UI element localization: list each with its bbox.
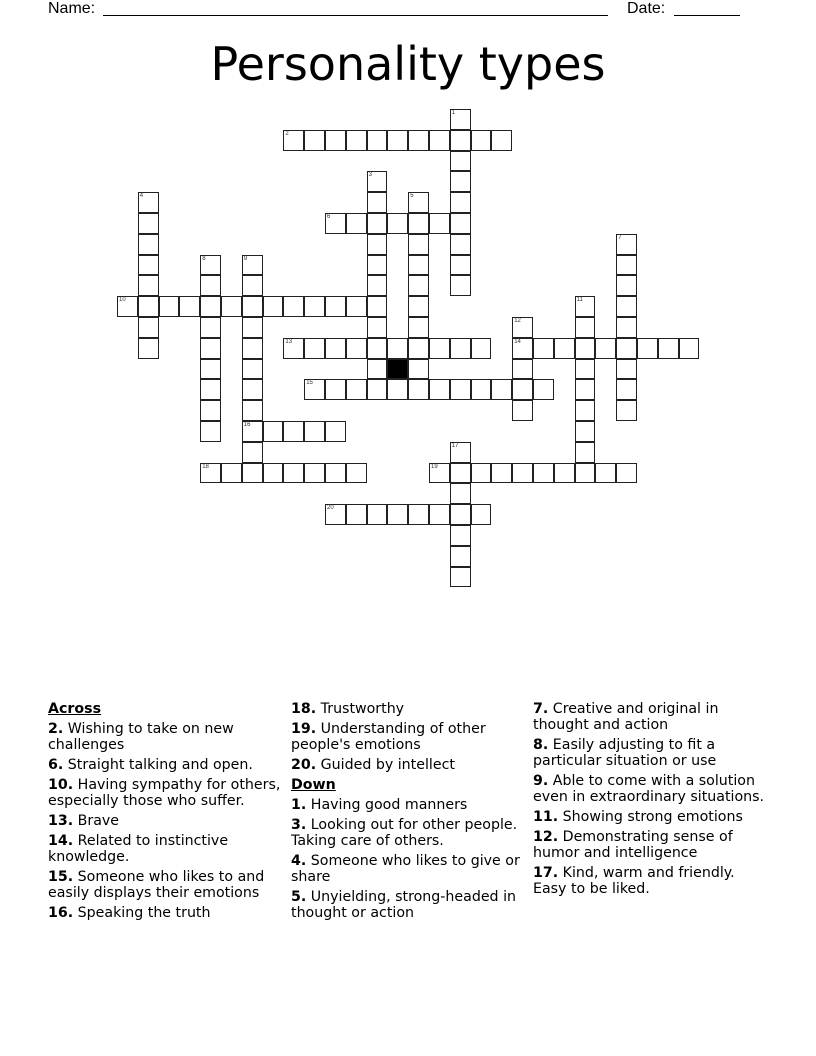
grid-cell[interactable] xyxy=(325,504,346,525)
grid-cell[interactable] xyxy=(429,504,450,525)
cell-number: 3 xyxy=(368,172,372,179)
clue-text: Speaking the truth xyxy=(77,905,211,921)
grid-cell[interactable] xyxy=(616,317,637,338)
clue-number: 15. xyxy=(48,869,74,885)
grid-cell[interactable] xyxy=(450,379,471,400)
grid-cell[interactable] xyxy=(242,463,263,484)
grid-cell[interactable] xyxy=(387,504,408,525)
clue-number: 18. xyxy=(291,701,317,717)
grid-cell[interactable] xyxy=(304,379,325,400)
clue-across-14 xyxy=(48,833,283,865)
crossword-grid xyxy=(117,109,717,609)
cell-number: 7 xyxy=(618,234,622,241)
grid-cell[interactable] xyxy=(367,171,388,192)
clue-number: 10. xyxy=(48,777,74,793)
grid-cell[interactable] xyxy=(450,234,471,255)
grid-cell[interactable] xyxy=(512,463,533,484)
grid-cell[interactable] xyxy=(346,296,367,317)
grid-cell[interactable] xyxy=(387,338,408,359)
clue-number: 19. xyxy=(291,721,317,737)
cell-number: 2 xyxy=(285,130,289,137)
clue-down-8 xyxy=(533,737,768,769)
grid-cell[interactable] xyxy=(450,567,471,588)
clue-text: Kind, warm and friendly. Easy to be liked. xyxy=(533,865,735,897)
grid-cell[interactable] xyxy=(367,379,388,400)
clue-down-3 xyxy=(291,817,526,849)
grid-cell[interactable] xyxy=(533,338,554,359)
clue-text: Able to come with a solution even in extraordinary situations. xyxy=(533,773,765,805)
grid-cell[interactable] xyxy=(429,379,450,400)
grid-cell[interactable] xyxy=(138,192,159,213)
grid-cell[interactable] xyxy=(200,317,221,338)
grid-cell[interactable] xyxy=(242,338,263,359)
clue-down-4 xyxy=(291,853,526,885)
grid-cell[interactable] xyxy=(325,130,346,151)
cell-number: 9 xyxy=(243,255,248,262)
grid-cell[interactable] xyxy=(200,359,221,380)
grid-cell[interactable] xyxy=(595,463,616,484)
grid-cell[interactable] xyxy=(138,255,159,276)
grid-cell[interactable] xyxy=(242,442,263,463)
clue-down-9 xyxy=(533,773,768,805)
cell-number: 13 xyxy=(285,338,293,345)
clue-number: 11. xyxy=(533,809,559,825)
grid-cell[interactable] xyxy=(450,255,471,276)
grid-cell[interactable] xyxy=(658,338,679,359)
grid-cell[interactable] xyxy=(346,504,367,525)
grid-cell[interactable] xyxy=(346,379,367,400)
cell-number: 6 xyxy=(327,214,331,220)
grid-cell[interactable] xyxy=(283,296,304,317)
grid-cell[interactable] xyxy=(450,171,471,192)
clue-number: 9. xyxy=(533,773,549,789)
clue-text: Easily adjusting to fit a particular situation or use xyxy=(533,737,717,769)
grid-cell[interactable] xyxy=(346,338,367,359)
grid-cell[interactable] xyxy=(575,421,596,442)
grid-cell[interactable] xyxy=(408,192,429,213)
grid-cell[interactable] xyxy=(242,317,263,338)
grid-cell[interactable] xyxy=(408,338,429,359)
grid-cell[interactable] xyxy=(471,463,492,484)
clue-text: Understanding of other people's emotions xyxy=(291,721,486,753)
grid-cell[interactable] xyxy=(367,192,388,213)
clue-number: 3. xyxy=(291,817,307,833)
cell-number: 20 xyxy=(327,505,334,512)
grid-cell[interactable] xyxy=(512,338,533,359)
grid-cell[interactable] xyxy=(575,317,596,338)
grid-cell[interactable] xyxy=(367,317,388,338)
clue-down-11 xyxy=(533,809,768,825)
clues-column-1 xyxy=(48,701,283,925)
clue-across-2 xyxy=(48,721,283,753)
grid-cell[interactable] xyxy=(512,359,533,380)
grid-cell[interactable] xyxy=(346,213,367,234)
grid-cell[interactable] xyxy=(616,296,637,317)
grid-cell[interactable] xyxy=(429,338,450,359)
grid-cell[interactable] xyxy=(616,463,637,484)
grid-cell[interactable] xyxy=(471,504,492,525)
clue-across-13 xyxy=(48,813,283,829)
clue-number: 1. xyxy=(291,797,307,813)
grid-cell[interactable] xyxy=(616,379,637,400)
grid-cell[interactable] xyxy=(304,421,325,442)
grid-cell[interactable] xyxy=(429,463,450,484)
grid-cell[interactable] xyxy=(367,275,388,296)
grid-cell[interactable] xyxy=(200,338,221,359)
clue-number: 16. xyxy=(48,905,74,921)
clue-number: 12. xyxy=(533,829,559,845)
across-heading: Across xyxy=(48,701,102,717)
clue-down-5 xyxy=(291,889,526,921)
grid-cell[interactable] xyxy=(242,275,263,296)
grid-cell[interactable] xyxy=(408,504,429,525)
clue-text: Trustworthy xyxy=(320,701,405,717)
name-label: Name: xyxy=(48,0,96,17)
grid-cell[interactable] xyxy=(408,213,429,234)
grid-cell[interactable] xyxy=(512,400,533,421)
grid-cell[interactable] xyxy=(200,255,221,276)
grid-cell[interactable] xyxy=(325,463,346,484)
date-label: Date: xyxy=(627,0,666,17)
grid-cell[interactable] xyxy=(283,421,304,442)
grid-cell[interactable] xyxy=(387,213,408,234)
grid-cell[interactable] xyxy=(575,400,596,421)
grid-cell[interactable] xyxy=(242,379,263,400)
grid-cell[interactable] xyxy=(554,463,575,484)
clue-across-15 xyxy=(48,869,283,901)
grid-cell[interactable] xyxy=(242,255,263,276)
grid-cell[interactable] xyxy=(595,338,616,359)
grid-cell[interactable] xyxy=(325,296,346,317)
grid-cell[interactable] xyxy=(450,504,471,525)
grid-cell[interactable] xyxy=(200,400,221,421)
clue-text: Demonstrating sense of humor and intelligence xyxy=(533,829,733,861)
clue-text: Related to instinctive knowledge. xyxy=(48,833,229,865)
clue-text: Having sympathy for others, especially those who suffer. xyxy=(48,777,281,809)
clue-number: 2. xyxy=(48,721,64,737)
grid-cell[interactable] xyxy=(575,338,596,359)
grid-cell[interactable] xyxy=(325,338,346,359)
grid-cell[interactable] xyxy=(575,359,596,380)
clue-across-18 xyxy=(291,701,526,717)
grid-cell[interactable] xyxy=(387,379,408,400)
clue-text: Looking out for other people. Taking care of others. xyxy=(291,817,518,849)
cell-number: 11 xyxy=(576,297,583,304)
clue-text: Someone who likes to give or share xyxy=(291,853,520,885)
grid-cell[interactable] xyxy=(367,504,388,525)
clue-text: Brave xyxy=(77,813,120,829)
grid-cell[interactable] xyxy=(450,151,471,172)
clue-across-16 xyxy=(48,905,283,921)
cell-number: 14 xyxy=(514,338,521,345)
grid-cell[interactable] xyxy=(138,338,159,359)
grid-cell[interactable] xyxy=(367,359,388,380)
grid-cell[interactable] xyxy=(200,275,221,296)
grid-cell[interactable] xyxy=(471,130,492,151)
clue-text: Guided by intellect xyxy=(320,757,455,773)
grid-cell[interactable] xyxy=(367,234,388,255)
grid-cell[interactable] xyxy=(554,338,575,359)
grid-cell[interactable] xyxy=(138,275,159,296)
grid-cell[interactable] xyxy=(346,130,367,151)
grid-cell[interactable] xyxy=(283,338,304,359)
clue-number: 17. xyxy=(533,865,559,881)
clues-column-3 xyxy=(533,701,768,901)
grid-cell[interactable] xyxy=(450,213,471,234)
grid-cell[interactable] xyxy=(387,130,408,151)
grid-cell[interactable] xyxy=(200,463,221,484)
grid-cell[interactable] xyxy=(283,130,304,151)
cell-number: 1 xyxy=(451,110,456,116)
page-title: Personality types xyxy=(210,37,606,91)
grid-cell[interactable] xyxy=(450,525,471,546)
grid-cell[interactable] xyxy=(450,546,471,567)
cell-number: 10 xyxy=(119,297,126,304)
grid-cell[interactable] xyxy=(200,421,221,442)
grid-cell[interactable] xyxy=(429,130,450,151)
clue-down-12 xyxy=(533,829,768,861)
grid-cell[interactable] xyxy=(138,213,159,234)
grid-cell[interactable] xyxy=(491,379,512,400)
grid-cell[interactable] xyxy=(491,130,512,151)
grid-cell[interactable] xyxy=(200,296,221,317)
clue-number: 8. xyxy=(533,737,549,753)
grid-cell[interactable] xyxy=(408,275,429,296)
grid-cell[interactable] xyxy=(325,379,346,400)
clue-text: Creative and original in thought and action xyxy=(533,701,719,733)
grid-cell[interactable] xyxy=(533,463,554,484)
grid-cell[interactable] xyxy=(242,421,263,442)
clue-number: 6. xyxy=(48,757,64,773)
cell-number: 19 xyxy=(431,463,438,470)
grid-cell[interactable] xyxy=(408,296,429,317)
grid-cell[interactable] xyxy=(408,234,429,255)
clue-number: 14. xyxy=(48,833,74,849)
grid-cell[interactable] xyxy=(325,421,346,442)
clue-text: Unyielding, strong-headed in thought or action xyxy=(291,889,517,921)
cell-number: 12 xyxy=(514,318,521,324)
grid-cell[interactable] xyxy=(450,130,471,151)
clue-text: Wishing to take on new challenges xyxy=(48,721,234,753)
grid-cell[interactable] xyxy=(159,296,180,317)
down-heading: Down xyxy=(291,777,336,793)
grid-cell[interactable] xyxy=(575,442,596,463)
grid-cell[interactable] xyxy=(367,213,388,234)
cell-number: 8 xyxy=(202,255,206,262)
grid-cell[interactable] xyxy=(429,213,450,234)
grid-cell[interactable] xyxy=(242,359,263,380)
grid-cell[interactable] xyxy=(533,379,554,400)
clue-down-7 xyxy=(533,701,768,733)
grid-cell[interactable] xyxy=(450,275,471,296)
grid-cell[interactable] xyxy=(616,400,637,421)
grid-cell[interactable] xyxy=(221,463,242,484)
grid-cell[interactable] xyxy=(450,483,471,504)
cell-number: 17 xyxy=(451,442,459,449)
grid-cell[interactable] xyxy=(179,296,200,317)
date-input-line[interactable] xyxy=(674,15,740,16)
grid-cell[interactable] xyxy=(304,130,325,151)
clue-text: Someone who likes to and easily displays their emotions xyxy=(48,869,265,901)
clue-across-20 xyxy=(291,757,526,773)
cell-number: 5 xyxy=(410,193,414,200)
grid-cell[interactable] xyxy=(450,442,471,463)
grid-cell[interactable] xyxy=(283,463,304,484)
grid-cell[interactable] xyxy=(471,338,492,359)
grid-cell[interactable] xyxy=(491,463,512,484)
grid-cell[interactable] xyxy=(512,379,533,400)
grid-cell[interactable] xyxy=(367,338,388,359)
clue-number: 20. xyxy=(291,757,317,773)
grid-cell[interactable] xyxy=(263,296,284,317)
grid-cell[interactable] xyxy=(263,421,284,442)
grid-cell[interactable] xyxy=(450,192,471,213)
cell-number: 4 xyxy=(139,193,144,200)
clue-down-1 xyxy=(291,797,526,813)
clue-number: 7. xyxy=(533,701,549,717)
grid-cell[interactable] xyxy=(616,338,637,359)
grid-cell[interactable] xyxy=(304,296,325,317)
clue-text: Having good manners xyxy=(310,797,468,813)
grid-cell[interactable] xyxy=(512,317,533,338)
grid-cell[interactable] xyxy=(408,379,429,400)
clue-across-6 xyxy=(48,757,283,773)
clue-text: Showing strong emotions xyxy=(562,809,743,825)
cell-number: 18 xyxy=(202,463,209,470)
grid-cell[interactable] xyxy=(138,234,159,255)
clue-down-17 xyxy=(533,865,768,897)
grid-cell[interactable] xyxy=(325,213,346,234)
grid-cell[interactable] xyxy=(616,234,637,255)
grid-cell[interactable] xyxy=(346,463,367,484)
grid-cell[interactable] xyxy=(575,296,596,317)
clue-across-10 xyxy=(48,777,283,809)
grid-cell[interactable] xyxy=(408,317,429,338)
grid-cell[interactable] xyxy=(679,338,700,359)
grid-cell[interactable] xyxy=(367,130,388,151)
cell-number: 16 xyxy=(243,422,251,428)
grid-cell[interactable] xyxy=(471,379,492,400)
clue-text: Straight talking and open. xyxy=(67,757,253,773)
grid-cell[interactable] xyxy=(408,130,429,151)
grid-cell[interactable] xyxy=(408,359,429,380)
name-input-line[interactable] xyxy=(103,15,608,16)
grid-cell[interactable] xyxy=(367,255,388,276)
grid-cell[interactable] xyxy=(200,379,221,400)
grid-cell[interactable] xyxy=(304,338,325,359)
clue-number: 5. xyxy=(291,889,307,905)
grid-cell[interactable] xyxy=(304,463,325,484)
grid-cell[interactable] xyxy=(616,275,637,296)
clue-across-19 xyxy=(291,721,526,753)
grid-cell[interactable] xyxy=(242,296,263,317)
grid-cell[interactable] xyxy=(408,255,429,276)
grid-cell[interactable] xyxy=(263,463,284,484)
grid-cell[interactable] xyxy=(117,296,138,317)
header xyxy=(48,0,768,20)
grid-cell[interactable] xyxy=(138,296,159,317)
grid-cell[interactable] xyxy=(450,109,471,130)
grid-cell[interactable] xyxy=(138,317,159,338)
clues-column-2 xyxy=(291,701,526,925)
grid-cell[interactable] xyxy=(450,338,471,359)
grid-cell[interactable] xyxy=(616,359,637,380)
grid-cell[interactable] xyxy=(367,296,388,317)
cell-number: 15 xyxy=(306,380,313,387)
grid-cell[interactable] xyxy=(242,400,263,421)
grid-cell[interactable] xyxy=(575,463,596,484)
grid-cell[interactable] xyxy=(575,379,596,400)
clue-number: 4. xyxy=(291,853,307,869)
grid-cell[interactable] xyxy=(221,296,242,317)
grid-cell[interactable] xyxy=(450,463,471,484)
grid-cell[interactable] xyxy=(637,338,658,359)
clue-number: 13. xyxy=(48,813,74,829)
black-square xyxy=(387,359,408,380)
grid-cell[interactable] xyxy=(616,255,637,276)
